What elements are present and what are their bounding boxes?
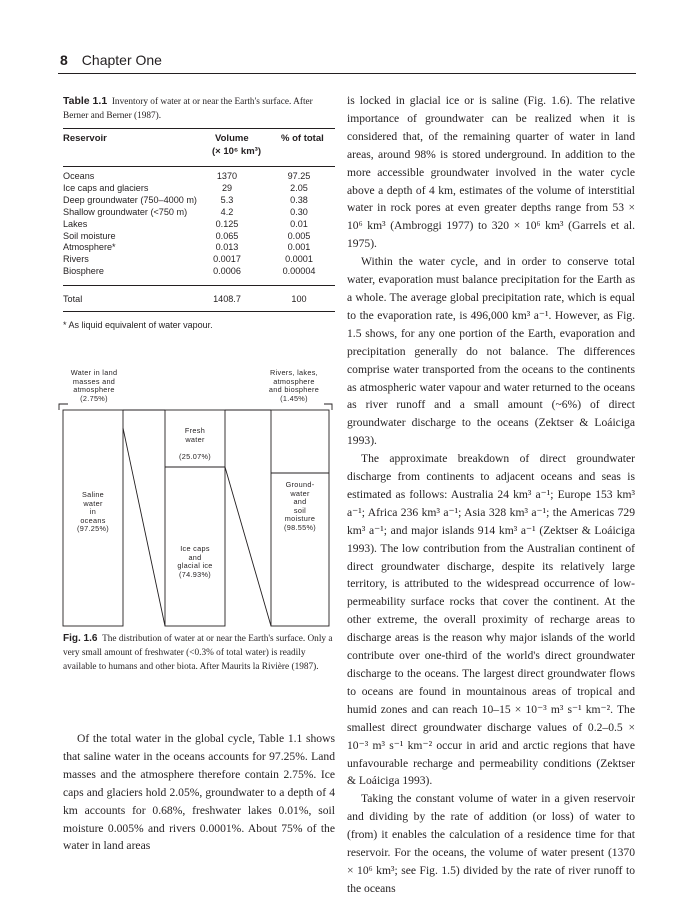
total-percent: 100: [291, 294, 307, 304]
volume-cell: 1370: [216, 171, 238, 181]
column-header-volume-units: (× 10⁶ km³): [212, 146, 261, 157]
column-header-reservoir: Reservoir: [63, 133, 107, 144]
label-land-atmosphere: Water in land masses and atmosphere (2.75%): [70, 368, 118, 403]
total-volume: 1408.7: [213, 294, 241, 304]
table-label: Table 1.1: [63, 95, 108, 107]
reservoir-cell: Ice caps and glaciers: [63, 182, 149, 193]
reservoir-cell: Biosphere: [63, 266, 104, 277]
table-header: [63, 133, 335, 163]
figure-label: Fig. 1.6: [63, 633, 98, 644]
table-row: [63, 219, 335, 231]
table-top-rule: [63, 128, 335, 129]
volume-cell: 0.125: [215, 218, 239, 229]
volume-cell: 0.0017: [213, 254, 241, 265]
label-saline-water: Saline water in oceans (97.25%): [76, 490, 109, 534]
volume-cell: 29: [221, 182, 233, 193]
label-fresh-water: Fresh water (25.07%): [178, 426, 211, 461]
right-column-text: [347, 92, 635, 898]
left-bracket: [59, 404, 68, 410]
header-rule: [58, 73, 636, 74]
reservoir-cell: Soil moisture: [63, 230, 116, 241]
table-total-rule: [63, 285, 335, 286]
percent-cell: 97.25: [287, 171, 311, 181]
percent-cell: 0.38: [290, 194, 308, 205]
volume-cell: 5.3: [220, 194, 234, 205]
percent-cell: 0.01: [290, 218, 308, 229]
percent-cell: 0.00004: [282, 266, 316, 277]
running-header: [60, 52, 162, 68]
chapter-title: Chapter One: [81, 52, 162, 68]
reservoir-cell: Atmosphere*: [63, 242, 116, 253]
connector-diag-1: [123, 428, 165, 626]
percent-cell: 0.001: [287, 242, 311, 253]
paragraph: is locked in glacial ice or is saline (Fig. 1.6). The relative importance of groundwater can be realized when it is considered that, of the remaining quarter of water in land areas, around 98% is stored underground. In addition to the more accessible groundwater involved in the water cycle above a depth of 4 km, estimates of the volume of interstitial water in rock pores at even greater depths range from 53 × 10⁶ km³ (Ambroggi 1977) to 320 × 10⁶ km³ (Garrels et al. 1975).: [347, 94, 635, 251]
percent-cell: 0.005: [287, 230, 311, 241]
table-bottom-rule: [63, 311, 335, 312]
volume-cell: 0.013: [215, 242, 239, 253]
reservoir-cell: Oceans: [63, 171, 95, 181]
reservoir-cell: Lakes: [63, 218, 88, 229]
page-number: 8: [60, 52, 68, 68]
table-total-row: [63, 294, 335, 306]
paragraph: Taking the constant volume of water in a given reservoir and dividing by the rate of addition (or loss) of water to (from) it enables the calculation of a residence time for that reservoir. For the oceans, the volume of water present (1370 × 10⁶ km³; see Fig. 1.5) divided by the rate of river runoff to the oceans: [347, 792, 635, 895]
paragraph: Of the total water in the global cycle, Table 1.1 shows that saline water in the oceans accounts for 97.25%. Land masses and the atmosphere therefore contain 2.75%. Ice caps and glaciers hold 2.05%, groundwater to a depth of 4 km accounts for 0.68%, freshwater lakes 0.01%, soil moisture 0.005% and rivers 0.0001%. About 75% of the water in land areas: [63, 732, 335, 853]
reservoir-cell: Deep groundwater (750–4000 m): [63, 194, 197, 205]
right-bracket: [324, 404, 332, 410]
column-header-volume: Volume: [215, 133, 249, 144]
figure-caption-text: The distribution of water at or near the Earth's surface. Only a very small amount of freshwater (<0.3% of total water) is readily available to humans and other biota. After Maurits la Rivière (1987).: [63, 634, 333, 672]
percent-cell: 2.05: [290, 182, 308, 193]
table-row: [63, 207, 335, 219]
table-caption: [63, 95, 335, 123]
table-row: [63, 231, 335, 243]
water-distribution-figure: [58, 368, 333, 630]
total-label: Total: [63, 294, 83, 304]
volume-cell: 0.065: [215, 230, 239, 241]
percent-cell: 0.30: [290, 206, 308, 217]
volume-cell: 4.2: [220, 206, 234, 217]
reservoir-cell: Shallow groundwater (<750 m): [63, 206, 188, 217]
figure-caption: [63, 632, 333, 674]
left-column-text: [63, 730, 335, 855]
table-row: [63, 171, 335, 183]
label-ice-caps: Ice caps and glacial ice (74.93%): [177, 544, 213, 579]
label-groundwater: Ground- water and soil moisture (98.55%): [283, 480, 316, 532]
table-caption-text: Inventory of water at or near the Earth's surface. After Berner and Berner (1987).: [63, 97, 313, 121]
reservoir-cell: Rivers: [63, 254, 89, 265]
table-row: [63, 242, 335, 254]
label-rivers-lakes: Rivers, lakes, atmosphere and biosphere (1.45%): [268, 368, 320, 403]
table-row: [63, 266, 335, 278]
percent-cell: 0.0001: [285, 254, 313, 265]
table-row: [63, 254, 335, 266]
connector-diag-2: [225, 467, 271, 626]
table-footnote: * As liquid equivalent of water vapour.: [63, 320, 213, 330]
paragraph: The approximate breakdown of direct groundwater discharge from continents to adjacent oceans and seas is estimated as follows: Australia 24 km³ a⁻¹; Europe 153 km³ a⁻¹; Africa 236 km³ a⁻¹; Asia 328 km³ a⁻¹; the Americas 729 km³ a⁻¹; and major islands 914 km³ a⁻¹ (Zektser & Loáiciga 1993). The low contribution from the Australian continent of direct groundwater discharge, despite its relatively large territory, is attributed to the widespread occurrence of low-permeability surface rocks that cover the continent. At the other extreme, the overall proximity of recharge areas to discharge areas is the reason why major islands of the world contribute over one-third of the world's direct groundwater discharge to the oceans. The largest direct groundwater flows to oceans are found in mountainous areas of tropical and humid zones and can reach 10–15 × 10⁻³ m³ s⁻¹ km⁻². The smallest direct groundwater discharge values of 0.2–0.5 × 10⁻³ m³ s⁻¹ km⁻² occur in arid and arctic regions that have unfavourable recharge and permeability conditions (Zektser & Loáiciga 1993).: [347, 452, 635, 788]
volume-cell: 0.0006: [213, 266, 241, 277]
table-header-rule: [63, 166, 335, 167]
table-row: [63, 183, 335, 195]
table-row: [63, 195, 335, 207]
column-header-percent: % of total: [281, 133, 324, 144]
paragraph: Within the water cycle, and in order to conserve total water, evaporation must balance precipitation for the Earth as a whole. The average global precipitation rate, which is equal to the evaporation rate, is 496,000 km³ a⁻¹. However, as Fig. 1.5 shows, for any one portion of the Earth, evaporation and precipitation generally do not balance. The differences comprise water transported from the oceans to the continents as atmospheric water vapour and water returned to the oceans as river runoff and a small amount (~6%) of direct groundwater discharge to the oceans (Zektser & Loáiciga 1993).: [347, 255, 635, 448]
